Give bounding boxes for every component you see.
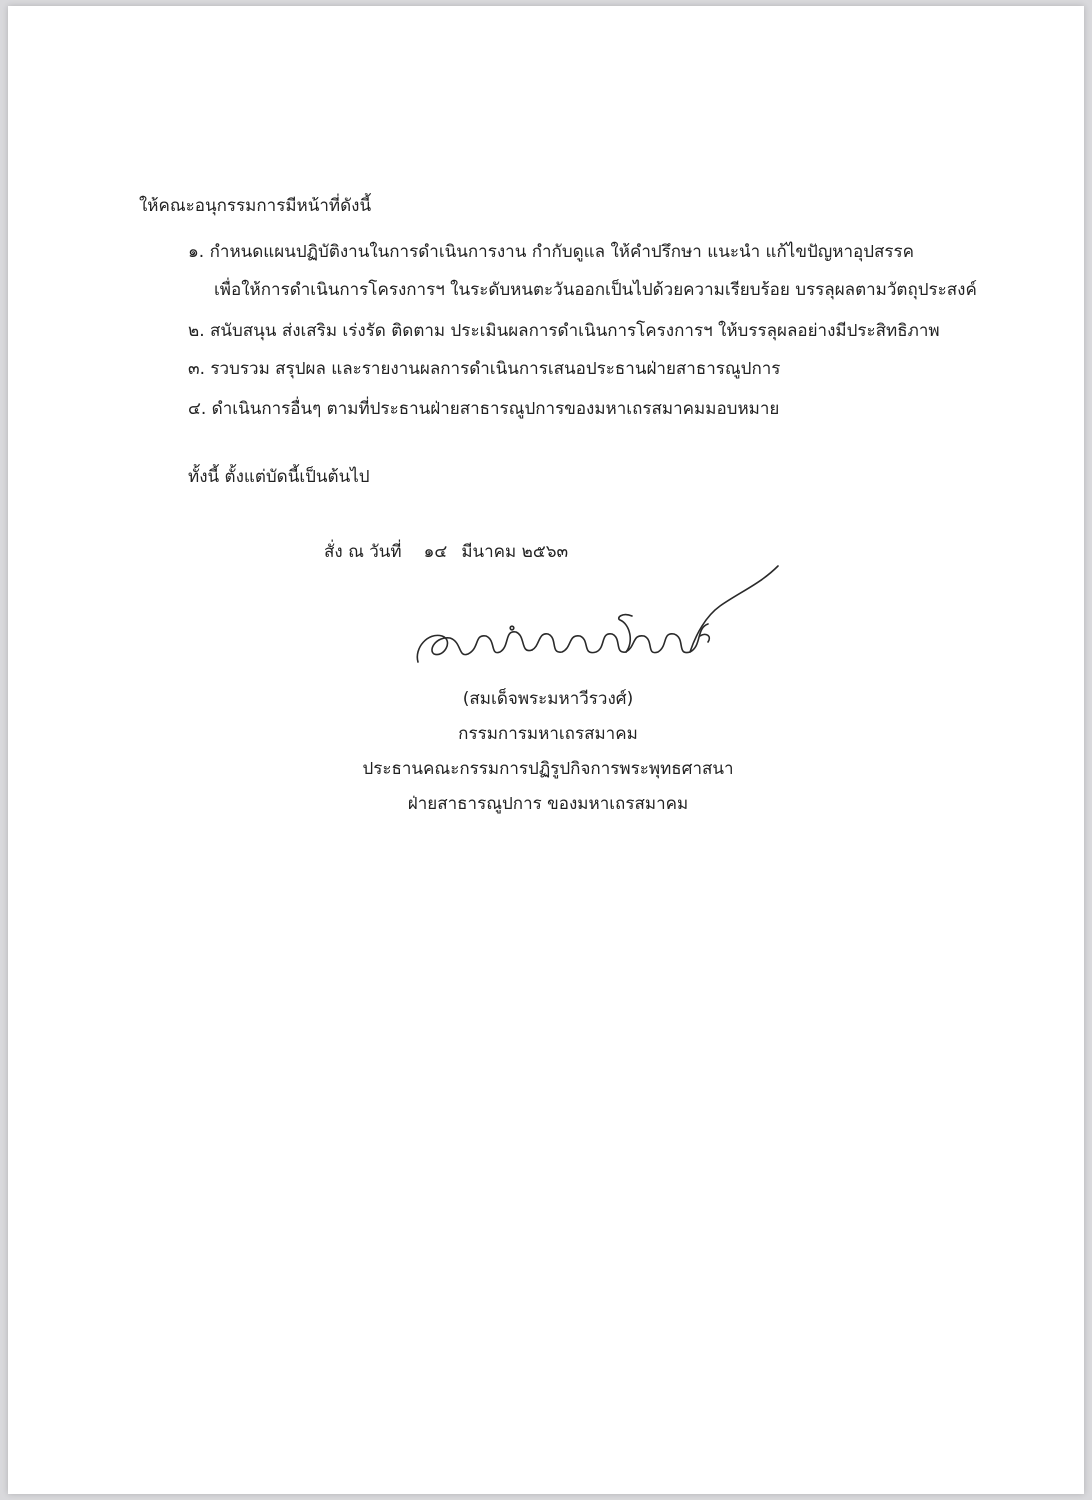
duty-item-3: ๓. รวบรวม สรุปผล และรายงานผลการดำเนินการเสนอประธานฝ่ายสาธารณูปการ bbox=[188, 359, 781, 379]
closing-text: ทั้งนี้ ตั้งแต่บัดนี้เป็นต้นไป bbox=[188, 467, 370, 487]
signer-name: (สมเด็จพระมหาวีรวงศ์) bbox=[462, 689, 634, 709]
duty-item-1-continuation: เพื่อให้การดำเนินการโครงการฯ ในระดับหนตะวันออกเป็นไปด้วยความเรียบร้อย บรรลุผลตามวัตถุประสงค์ bbox=[214, 280, 977, 300]
date-month-year: มีนาคม ๒๕๖๓ bbox=[461, 542, 569, 562]
handwritten-signature bbox=[400, 562, 790, 672]
date-day: ๑๔ bbox=[423, 542, 448, 562]
duty-item-4: ๔. ดำเนินการอื่นๆ ตามที่ประธานฝ่ายสาธารณูปการของมหาเถรสมาคมมอบหมาย bbox=[188, 399, 780, 419]
order-date bbox=[324, 538, 568, 565]
signer-position-1: กรรมการมหาเถรสมาคม bbox=[458, 724, 638, 744]
date-prefix: สั่ง ณ วันที่ bbox=[324, 542, 402, 562]
signer-position-3: ฝ่ายสาธารณูปการ ของมหาเถรสมาคม bbox=[407, 794, 689, 814]
signer-position-2: ประธานคณะกรรมการปฏิรูปกิจการพระพุทธศาสนา bbox=[362, 759, 734, 779]
document-page bbox=[8, 6, 1084, 1494]
intro-text: ให้คณะอนุกรรมการมีหน้าที่ดังนี้ bbox=[139, 196, 372, 216]
duty-item-2: ๒. สนับสนุน ส่งเสริม เร่งรัด ติดตาม ประเมินผลการดำเนินการโครงการฯ ให้บรรลุผลอย่างมีประสิทธิภาพ bbox=[188, 321, 940, 341]
duty-item-1: ๑. กำหนดแผนปฏิบัติงานในการดำเนินการงาน กำกับดูแล ให้คำปรึกษา แนะนำ แก้ไขปัญหาอุปสรรค bbox=[188, 242, 914, 262]
signature-block bbox=[308, 682, 788, 822]
